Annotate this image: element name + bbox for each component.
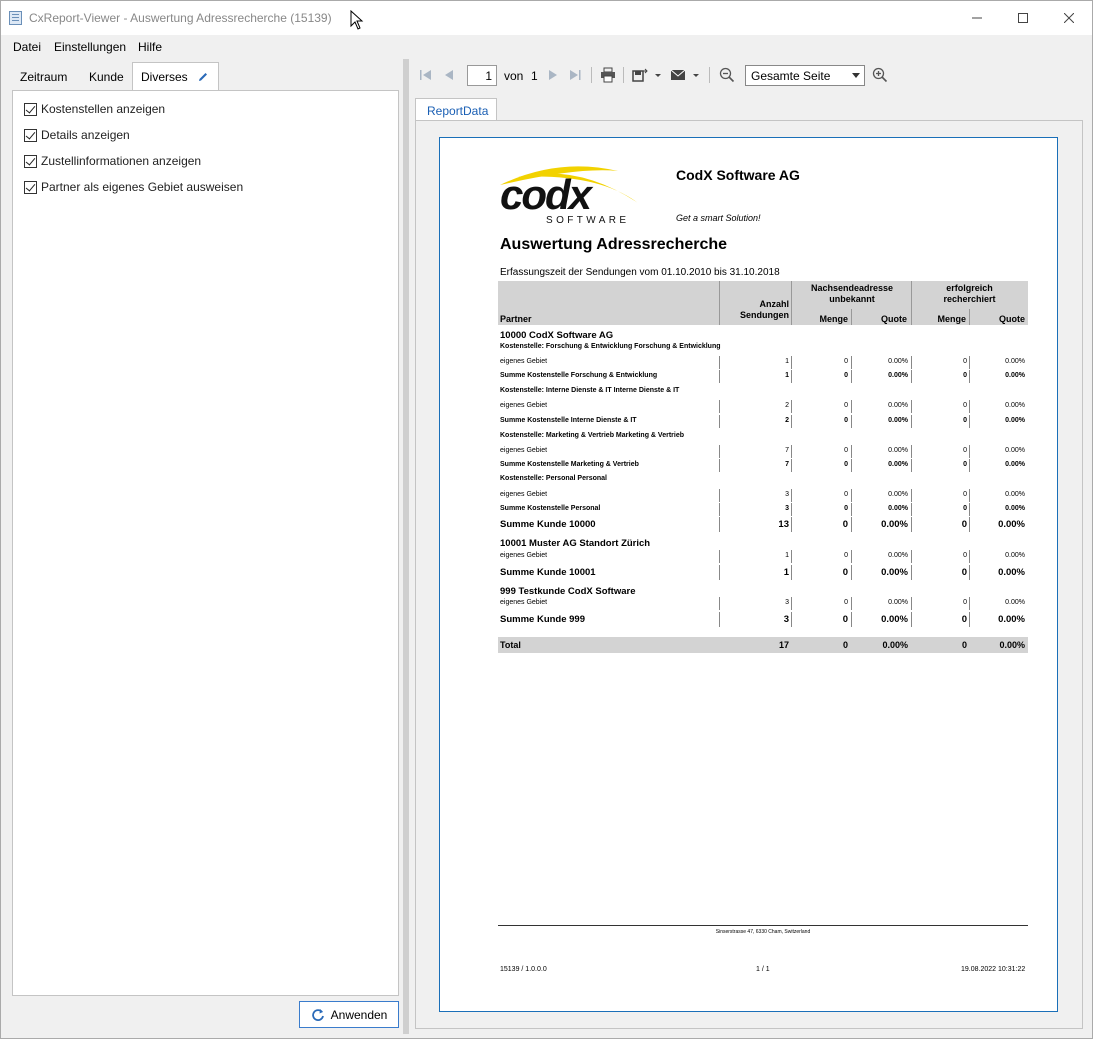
option-label: Details anzeigen <box>41 128 130 142</box>
menu-hilfe[interactable]: Hilfe <box>138 40 163 54</box>
table-cell: 7 <box>785 447 789 454</box>
close-button[interactable] <box>1046 1 1092 35</box>
table-cell: 0 <box>961 567 967 578</box>
table-cell: 0 <box>842 567 848 578</box>
table-cell: 0.00% <box>888 417 908 424</box>
column-divider <box>911 550 912 563</box>
table-cell: 0.00% <box>888 552 908 559</box>
table-cell: 0 <box>963 461 967 468</box>
column-divider <box>791 445 792 458</box>
column-divider <box>791 400 792 413</box>
tab-diverses[interactable] <box>132 62 219 91</box>
table-row-label: Kostenstelle: Personal Personal <box>500 475 607 482</box>
table-row-label: Summe Kostenstelle Marketing & Vertrieb <box>500 461 639 468</box>
column-divider <box>851 415 852 428</box>
table-cell: 0.00% <box>888 505 908 512</box>
column-divider <box>719 356 720 369</box>
table-cell: 0 <box>963 447 967 454</box>
option-label: Zustellinformationen anzeigen <box>41 154 202 168</box>
table-row-label: eigenes Gebiet <box>500 552 548 559</box>
zoom-out-icon[interactable] <box>719 67 735 83</box>
table-row-label: 10001 Muster AG Standort Zürich <box>500 538 651 549</box>
column-divider <box>851 309 852 325</box>
column-divider <box>851 489 852 502</box>
apply-button[interactable] <box>299 1001 399 1028</box>
table-row-label: eigenes Gebiet <box>500 402 548 409</box>
table-row-label: Summe Kunde 10000 <box>500 519 596 530</box>
option-label: Kostenstellen anzeigen <box>41 102 166 116</box>
option-details[interactable] <box>24 127 130 143</box>
column-divider <box>911 415 912 428</box>
table-cell: 0.00% <box>888 372 908 379</box>
table-row-label: Kostenstelle: Forschung & Entwicklung Forschung & Entwicklung <box>500 343 721 350</box>
column-divider <box>791 415 792 428</box>
column-divider <box>969 489 970 502</box>
table-cell: 0 <box>844 402 848 409</box>
column-divider <box>851 550 852 563</box>
table-cell: 0.00% <box>1005 552 1025 559</box>
table-cell: 0 <box>963 599 967 606</box>
column-divider <box>851 370 852 383</box>
page-number-input[interactable]: 1 <box>467 65 497 86</box>
header-erfolgreich: erfolgreich recherchiert <box>943 283 996 304</box>
table-cell: 0.00% <box>888 402 908 409</box>
column-divider <box>851 503 852 516</box>
table-cell: 0 <box>961 614 967 625</box>
column-divider <box>851 400 852 413</box>
column-divider <box>719 503 720 516</box>
column-divider <box>719 400 720 413</box>
column-divider <box>719 459 720 472</box>
table-cell: 0.00% <box>888 358 908 365</box>
table-row-label: 10000 CodX Software AG <box>500 330 614 341</box>
first-page-icon[interactable] <box>418 67 434 83</box>
table-cell: 0 <box>844 461 848 468</box>
table-row-label: 999 Testkunde CodX Software <box>500 586 636 597</box>
column-divider <box>791 565 792 580</box>
report-period: Erfassungszeit der Sendungen vom 01.10.2010 bis 31.10.2018 <box>500 267 780 278</box>
table-cell: 0 <box>963 505 967 512</box>
column-divider <box>791 356 792 369</box>
table-row-label: eigenes Gebiet <box>500 358 548 365</box>
table-cell: 0 <box>963 358 967 365</box>
total-menge-1: 0 <box>842 640 848 650</box>
column-divider <box>911 400 912 413</box>
toolbar-separator <box>591 67 592 83</box>
zoom-value: Gesamte Seite <box>751 69 831 83</box>
column-divider <box>911 445 912 458</box>
checkbox-partner[interactable] <box>24 181 37 194</box>
prev-page-icon[interactable] <box>441 67 457 83</box>
pencil-icon <box>197 71 209 83</box>
print-icon[interactable] <box>600 67 616 83</box>
column-divider <box>851 517 852 532</box>
table-cell: 7 <box>785 461 789 468</box>
table-row-label: eigenes Gebiet <box>500 447 548 454</box>
column-divider <box>969 370 970 383</box>
column-divider <box>719 612 720 627</box>
table-cell: 1 <box>785 552 789 559</box>
column-divider <box>911 517 912 532</box>
zoom-select[interactable] <box>745 65 865 86</box>
table-cell: 0 <box>844 505 848 512</box>
column-divider <box>851 597 852 610</box>
checkbox-kostenstellen[interactable] <box>24 103 37 116</box>
table-cell: 13 <box>778 519 789 530</box>
zoom-in-icon[interactable] <box>872 67 888 83</box>
column-divider <box>791 612 792 627</box>
column-divider <box>911 503 912 516</box>
column-divider <box>851 445 852 458</box>
last-page-icon[interactable] <box>567 67 583 83</box>
table-cell: 0.00% <box>998 519 1025 530</box>
apply-label: Anwenden <box>330 1007 388 1022</box>
column-divider <box>969 597 970 610</box>
header-nachsende: Nachsendeadresse unbekannt <box>810 283 894 304</box>
column-divider <box>791 597 792 610</box>
refresh-icon <box>311 1008 325 1022</box>
table-cell: 0 <box>963 402 967 409</box>
total-menge-2: 0 <box>961 640 967 650</box>
table-cell: 3 <box>783 614 789 625</box>
table-row-label: Summe Kostenstelle Interne Dienste & IT <box>500 417 637 424</box>
next-page-icon[interactable] <box>545 67 561 83</box>
chevron-down-icon <box>852 73 860 78</box>
table-cell: 0 <box>963 552 967 559</box>
close-icon <box>1064 13 1074 23</box>
mail-dropdown-icon[interactable] <box>691 67 701 83</box>
minimize-button[interactable] <box>954 1 1000 35</box>
table-row-label: Summe Kunde 999 <box>500 614 585 625</box>
table-cell: 0.00% <box>888 599 908 606</box>
table-cell: 0 <box>961 519 967 530</box>
option-label: Partner als eigenes Gebiet ausweisen <box>41 180 244 194</box>
column-divider <box>719 445 720 458</box>
table-cell: 0.00% <box>1005 417 1025 424</box>
total-label: Total <box>500 640 521 650</box>
table-cell: 1 <box>785 372 789 379</box>
table-row-label: eigenes Gebiet <box>500 491 548 498</box>
table-cell: 0.00% <box>1005 491 1025 498</box>
tab-reportdata[interactable]: ReportData <box>415 98 497 121</box>
checkbox-zustellinformationen[interactable] <box>24 155 37 168</box>
logo-text: codx <box>500 171 591 218</box>
column-divider <box>791 503 792 516</box>
table-row-label: Summe Kostenstelle Personal <box>500 505 601 512</box>
mouse-cursor-icon <box>350 10 364 30</box>
column-divider <box>791 459 792 472</box>
title-bar <box>1 1 1092 35</box>
column-divider <box>911 459 912 472</box>
codx-logo <box>498 163 650 227</box>
column-divider <box>969 415 970 428</box>
table-cell: 0 <box>963 417 967 424</box>
column-divider <box>719 517 720 532</box>
table-cell: 2 <box>785 402 789 409</box>
column-divider <box>911 489 912 502</box>
header-quote-1: Quote <box>881 314 907 324</box>
table-cell: 0 <box>963 372 967 379</box>
header-anzahl: Anzahl Sendungen <box>740 299 789 320</box>
column-divider <box>911 356 912 369</box>
table-cell: 0.00% <box>998 614 1025 625</box>
table-cell: 3 <box>785 599 789 606</box>
column-divider <box>851 565 852 580</box>
splitter[interactable] <box>403 59 409 1034</box>
table-cell: 0 <box>844 599 848 606</box>
column-divider <box>969 356 970 369</box>
table-row-label: Kostenstelle: Interne Dienste & IT Interne Dienste & IT <box>500 387 680 394</box>
table-cell: 0 <box>963 491 967 498</box>
option-partner[interactable] <box>24 179 243 195</box>
total-quote-1: 0.00% <box>882 640 908 650</box>
table-cell: 0.00% <box>881 567 908 578</box>
table-cell: 0 <box>844 417 848 424</box>
table-cell: 0.00% <box>1005 358 1025 365</box>
menu-datei[interactable]: Datei <box>13 40 42 54</box>
report-title: Auswertung Adressrecherche <box>500 236 728 253</box>
table-cell: 0.00% <box>888 491 908 498</box>
table-cell: 0 <box>844 552 848 559</box>
column-divider <box>719 550 720 563</box>
column-divider <box>719 597 720 610</box>
header-menge-2: Menge <box>937 314 966 324</box>
table-cell: 0.00% <box>1005 505 1025 512</box>
export-icon[interactable] <box>632 67 648 83</box>
column-divider <box>969 309 970 325</box>
total-quote-2: 0.00% <box>999 640 1025 650</box>
table-row-label: Summe Kunde 10001 <box>500 567 596 578</box>
export-dropdown-icon[interactable] <box>653 67 663 83</box>
maximize-icon <box>1018 13 1028 23</box>
minimize-icon <box>972 13 982 23</box>
toolbar-separator <box>623 67 624 83</box>
column-divider <box>719 565 720 580</box>
mail-icon[interactable] <box>670 67 686 83</box>
table-cell: 1 <box>783 567 789 578</box>
table-cell: 0.00% <box>881 614 908 625</box>
column-divider <box>791 281 792 325</box>
table-cell: 0 <box>844 358 848 365</box>
table-cell: 0.00% <box>881 519 908 530</box>
table-cell: 0.00% <box>998 567 1025 578</box>
table-cell: 0.00% <box>1005 461 1025 468</box>
column-divider <box>911 612 912 627</box>
tab-zeitraum[interactable]: Zeitraum <box>20 70 68 84</box>
column-divider <box>969 565 970 580</box>
table-cell: 0.00% <box>1005 599 1025 606</box>
column-divider <box>969 445 970 458</box>
table-cell: 1 <box>785 358 789 365</box>
column-divider <box>969 517 970 532</box>
table-cell: 0 <box>844 447 848 454</box>
column-divider <box>791 370 792 383</box>
table-cell: 0.00% <box>1005 402 1025 409</box>
report-slogan: Get a smart Solution! <box>676 213 761 223</box>
header-quote-2: Quote <box>999 314 1025 324</box>
column-divider <box>719 415 720 428</box>
window-title: CxReport-Viewer - Auswertung Adressrecherche (15139) <box>29 11 332 25</box>
app-icon <box>9 11 22 25</box>
column-divider <box>969 550 970 563</box>
footer-datetime: 19.08.2022 10:31:22 <box>961 966 1026 973</box>
table-cell: 0 <box>844 372 848 379</box>
page-of-label: von <box>504 69 524 83</box>
column-divider <box>969 400 970 413</box>
header-menge-1: Menge <box>819 314 848 324</box>
column-divider <box>791 489 792 502</box>
column-divider <box>719 489 720 502</box>
option-zustellinformationen[interactable] <box>24 153 201 169</box>
table-row-label: eigenes Gebiet <box>500 599 548 606</box>
column-divider <box>719 370 720 383</box>
column-divider <box>911 281 912 325</box>
column-divider <box>969 503 970 516</box>
column-divider <box>911 597 912 610</box>
column-divider <box>911 565 912 580</box>
table-cell: 3 <box>785 505 789 512</box>
column-divider <box>791 517 792 532</box>
menu-einstellungen[interactable]: Einstellungen <box>54 40 127 54</box>
total-anzahl: 17 <box>778 640 789 650</box>
report-company: CodX Software AG <box>676 167 800 183</box>
maximize-button[interactable] <box>1000 1 1046 35</box>
column-divider <box>969 612 970 627</box>
column-divider <box>969 459 970 472</box>
option-kostenstellen[interactable] <box>24 101 165 117</box>
toolbar-separator <box>709 67 710 83</box>
menu-bar <box>1 35 1092 57</box>
table-cell: 0.00% <box>888 447 908 454</box>
header-partner: Partner <box>500 314 532 324</box>
options-panel <box>12 90 399 996</box>
column-divider <box>851 612 852 627</box>
checkbox-details[interactable] <box>24 129 37 142</box>
column-divider <box>851 356 852 369</box>
column-divider <box>719 281 720 325</box>
table-cell: 0 <box>842 614 848 625</box>
table-cell: 0.00% <box>888 461 908 468</box>
footer-version: 15139 / 1.0.0.0 <box>500 966 547 973</box>
column-divider <box>851 459 852 472</box>
table-cell: 0 <box>842 519 848 530</box>
page-count: 1 <box>531 69 538 83</box>
column-divider <box>911 370 912 383</box>
table-row-label: Kostenstelle: Marketing & Vertrieb Marketing & Vertrieb <box>500 432 684 439</box>
column-divider <box>791 550 792 563</box>
table-cell: 3 <box>785 491 789 498</box>
footer-line <box>498 925 1028 926</box>
footer-address: Sinserstrasse 47, 6330 Cham, Switzerland <box>715 929 811 935</box>
tab-kunde[interactable]: Kunde <box>89 70 124 84</box>
table-cell: 2 <box>785 417 789 424</box>
footer-page: 1 / 1 <box>756 966 770 973</box>
logo-subtext: SOFTWARE <box>546 215 630 226</box>
tab-diverses-label: Diverses <box>141 70 188 84</box>
table-cell: 0 <box>844 491 848 498</box>
table-cell: 0.00% <box>1005 372 1025 379</box>
table-cell: 0.00% <box>1005 447 1025 454</box>
table-row-label: Summe Kostenstelle Forschung & Entwicklung <box>500 372 658 379</box>
